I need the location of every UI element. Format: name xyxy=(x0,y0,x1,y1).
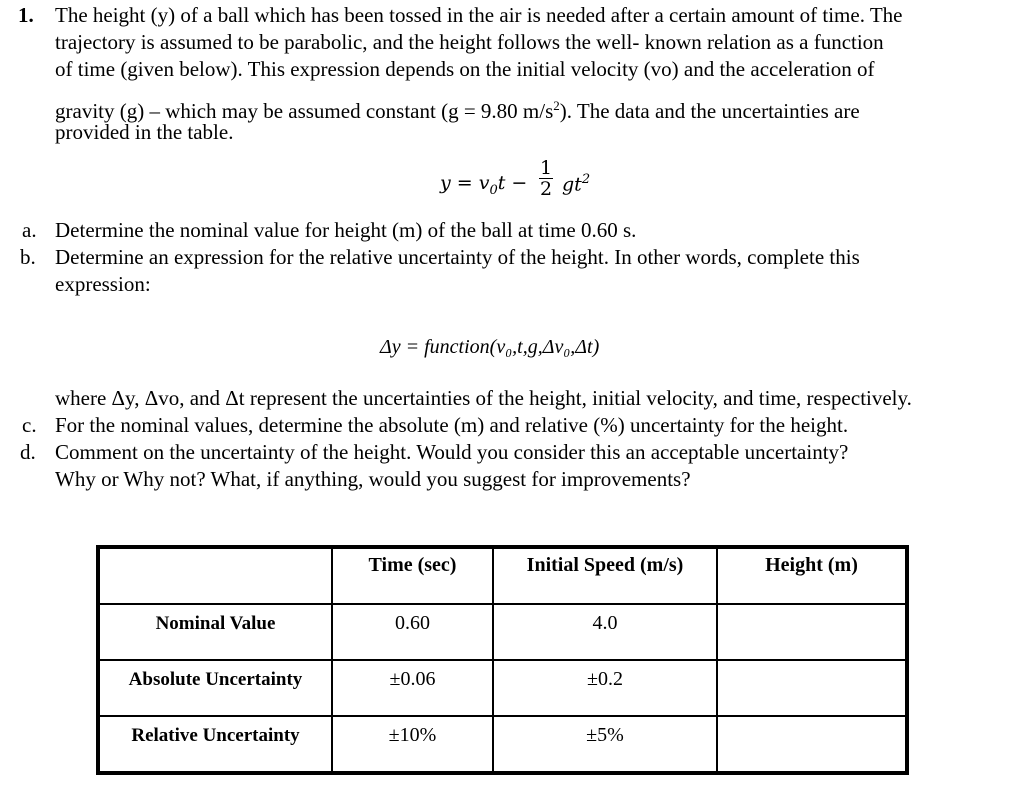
cell-time-relative: ±10% xyxy=(332,716,493,772)
part-c-text: For the nominal values, determine the absolute (m) and relative (%) uncertainty for the height. xyxy=(55,413,849,437)
problem-line-4: gravity (g) – which may be assumed constant (g = 9.80 $m/s^2$). The data and the uncertainties are xyxy=(55,98,860,123)
equation-fraction: $\frac{1}{2}$ xyxy=(540,157,553,200)
cell-time-nominal: 0.60 xyxy=(332,604,493,660)
table-header-time: Time (sec) xyxy=(332,548,493,604)
row-label-nominal: Nominal Value xyxy=(99,604,332,660)
table-header-initial-speed: Initial Speed (m/s) xyxy=(493,548,717,604)
table-row xyxy=(99,660,906,716)
part-b-label: b. xyxy=(20,245,36,269)
cell-speed-nominal: 4.0 xyxy=(493,604,717,660)
height-equation: $y = v_0t$ − xyxy=(440,172,528,198)
part-b-line-1: Determine an expression for the relative uncertainty of the height. In other words, complete this xyxy=(55,245,860,269)
cell-height-relative xyxy=(717,716,906,772)
part-c-label: c. xyxy=(22,413,37,437)
table-row xyxy=(99,604,906,660)
problem-line-2: trajectory is assumed to be parabolic, and the height follows the well- known relation as a function xyxy=(55,30,884,54)
part-d-line-1: Comment on the uncertainty of the height. Would you consider this an acceptable uncertainty? xyxy=(55,440,849,464)
equation-rhs: $gt^2$ xyxy=(562,172,591,196)
part-a-text: Determine the nominal value for height (m) of the ball at time 0.60 s. xyxy=(55,218,637,242)
row-label-relative: Relative Uncertainty xyxy=(99,716,332,772)
table-header-row xyxy=(99,548,906,604)
cell-height-absolute xyxy=(717,660,906,716)
problem-line-3: of time (given below). This expression depends on the initial velocity (vo) and the acceleration of xyxy=(55,57,875,81)
part-a-label: a. xyxy=(22,218,37,242)
part-b-line-2: expression: xyxy=(55,272,151,296)
problem-line-1: The height (y) of a ball which has been tossed in the air is needed after a certain amount of time. The xyxy=(55,3,903,27)
part-d-label: d. xyxy=(20,440,36,464)
problem-line-5: provided in the table. xyxy=(55,120,234,144)
row-label-absolute: Absolute Uncertainty xyxy=(99,660,332,716)
where-line: where Δy, Δvo, and Δt represent the uncertainties of the height, initial velocity, and time, respectively. xyxy=(55,386,912,410)
part-d-line-2: Why or Why not? What, if anything, would you suggest for improvements? xyxy=(55,467,691,491)
cell-speed-relative: ±5% xyxy=(493,716,717,772)
problem-number: 1. xyxy=(18,3,34,27)
cell-time-absolute: ±0.06 xyxy=(332,660,493,716)
table-header-empty xyxy=(99,548,332,604)
cell-speed-absolute: ±0.2 xyxy=(493,660,717,716)
table-row xyxy=(99,716,906,772)
data-table xyxy=(98,547,907,773)
cell-height-nominal xyxy=(717,604,906,660)
uncertainty-expression: Δy = function(v₀,t,g,Δv₀,Δt) xyxy=(380,336,600,358)
table-header-height: Height (m) xyxy=(717,548,906,604)
